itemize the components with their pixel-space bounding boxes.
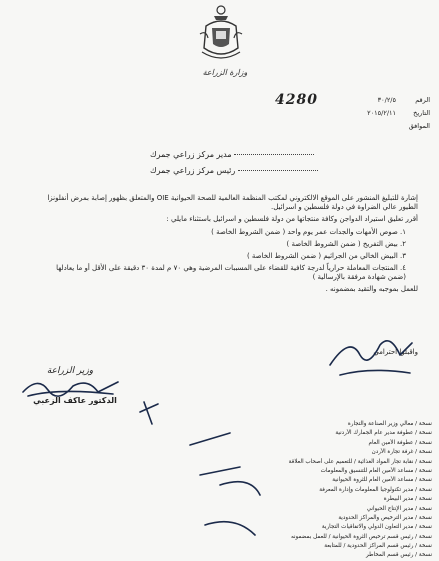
reference-label: الرقم	[415, 96, 430, 104]
list-item: نسخة / مدير البيطرة	[383, 496, 432, 503]
addressee-2	[150, 166, 324, 176]
list-item: نسخة / رئيس قسم المخاطر	[366, 552, 432, 559]
list-item: نسخة / مساعد الأمين العام للثروة الحيوانية	[332, 477, 432, 484]
intro-paragraph: إشارة للتبليغ المنشور على الموقع الالكتروني لمكتب المنظمة العالمية للصحة الحيوانية OIE والمتعلق بظهور إصابة بمرض أنفلونزا الطيور عالي الضراوة في دولة فلسطين و اسرائيل.	[47, 194, 418, 211]
reference-code: ٣٠/٢/٥	[377, 96, 396, 104]
list-item: نسخة / عطوفة مدير عام الجمارك الأردنية	[335, 430, 432, 437]
coat-of-arms-logo	[196, 4, 246, 68]
reference-number: 4280	[275, 92, 318, 108]
list-item: نسخة / مدير تكنولوجيا المعلومات وإدارة المعرفة	[319, 486, 432, 493]
check-mark	[134, 398, 164, 428]
addressee-2-text: رئيس مركز زراعي جمرك	[150, 166, 236, 175]
signature-name: الدكتور عاكف الزعبي	[33, 396, 117, 405]
list-item: نسخة / مدير الترخيص والمراكز الحدودية	[338, 514, 432, 521]
handwritten-annotation	[320, 325, 420, 385]
list-item: ٣. البيض الخالي من الجراثيم ( ضمن الشروط الخاصة )	[246, 252, 406, 260]
list-item: نسخة / غرفة تجارة الأردن	[371, 449, 432, 456]
corresponding-row	[350, 122, 430, 132]
addressee-1	[150, 150, 320, 160]
list-item: نسخة / مساعد الأمين العام للتنسيق والمعلومات	[320, 467, 432, 474]
list-item: نسخة / رئيس قسم ترخيص الثروة الحيوانية / للعمل بمضمونه	[291, 533, 432, 540]
dotted-line	[238, 170, 318, 171]
instruction-paragraph: للعمل بموجبه والتقيد بمضمونه .	[325, 285, 418, 293]
dotted-line	[234, 154, 314, 155]
date-value: ٢٠١٥/٢/١١	[367, 109, 396, 117]
list-item: نسخة / رئيس قسم المراكز الحدودية / للمتابعة	[324, 543, 432, 550]
addressee-1-text: مدير مركز زراعي جمرك	[150, 150, 232, 159]
decision-paragraph: أقرر تعليق استيراد الدواجن وكافة منتجاتها من دولة فلسطين و اسرائيل باستثناء مايلي :	[166, 215, 418, 223]
signature-title: وزير الزراعة	[46, 366, 94, 376]
list-item: نسخة / مدير التعاون الدولي والاتفاقيات التجارية	[321, 524, 432, 531]
list-item: ٢. بيض التفريخ ( ضمن الشروط الخاصة )	[286, 240, 406, 248]
date-row	[350, 109, 430, 119]
closing-respect: واقبلوا احترامي	[373, 348, 418, 356]
list-item: نسخة / معالي وزير الصناعة والتجارة	[347, 421, 432, 427]
exceptions-list	[40, 228, 418, 282]
list-item: ١. صوص الأمهات والجدات عمر يوم واحد ( ضمن الشروط الخاصة )	[211, 228, 406, 236]
list-item: نسخة / مدير الإنتاج الحيواني	[366, 505, 432, 512]
reference-row	[350, 96, 430, 106]
list-item: ٤. المنتجات المعاملة حرارياً لدرجة كافية للقضاء على المسببات المرضية وهي ٧٠ م لمدة ٣٠ دقيقة على الأقل أو ما يعادلها (ضمن شهادة مرفقة بالإرسالية )	[56, 264, 406, 281]
copies-list	[200, 420, 432, 561]
ministry-name: وزارة الزراعة	[202, 68, 248, 77]
list-item: نسخة / نقابة تجار المواد الغذائية / للتعميم على أصحاب العلاقة	[288, 458, 432, 465]
date-label: التاريخ	[413, 109, 430, 117]
list-item: نسخة / عطوفة الأمين العام	[368, 439, 432, 446]
letter-body	[40, 194, 418, 295]
corresponding-label: الموافق	[408, 122, 430, 130]
